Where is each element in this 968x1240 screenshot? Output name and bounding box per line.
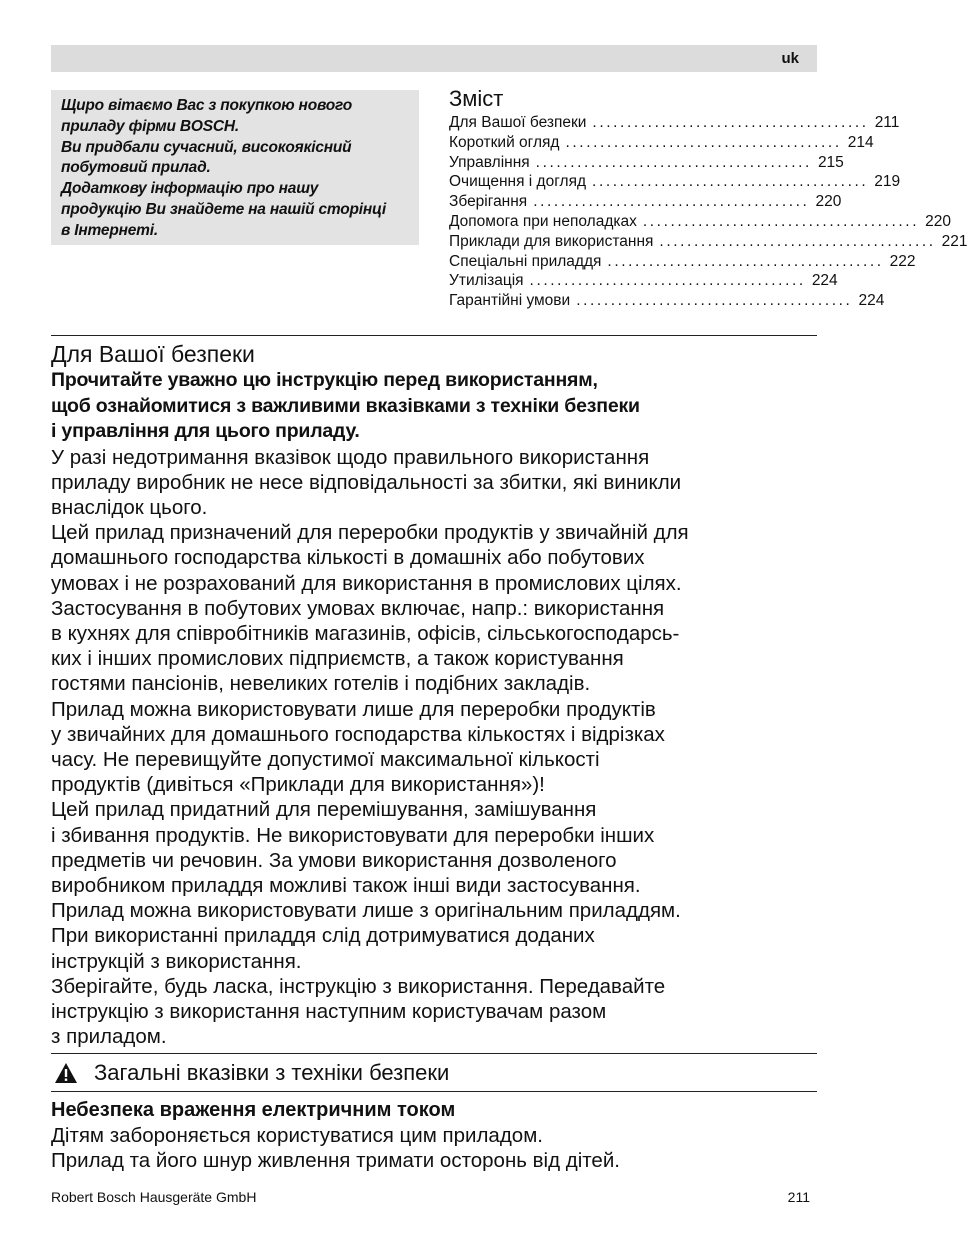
- body-line: часу. Не перевищуйте допустимої максимальної кількості: [51, 747, 600, 771]
- general-safety-heading: [51, 1058, 817, 1088]
- body-line: Зберігайте, будь ласка, інструкцію з використання. Передавайте: [51, 974, 666, 998]
- toc-entry-label: Приклади для використання: [449, 232, 654, 250]
- toc-entry[interactable]: [449, 212, 951, 232]
- toc-entry-page: 219: [874, 173, 901, 191]
- toc-entry-label: Зберігання: [449, 193, 528, 211]
- body-line: у звичайних для домашнього господарства кількостях і відрізках: [51, 722, 665, 746]
- body-line: Цей прилад придатний для перемішування, замішування: [51, 798, 597, 822]
- toc-leader-dots: ........................................: [659, 232, 936, 250]
- body-line: Прилад та його шнур живлення тримати осторонь від дітей.: [51, 1149, 620, 1173]
- toc-leader-dots: ........................................: [535, 153, 812, 171]
- toc-leader-dots: ........................................: [565, 133, 842, 151]
- warning-triangle-icon: [54, 1062, 78, 1084]
- toc-entry-label: Спеціальні приладдя: [449, 252, 602, 270]
- toc-entry-label: Утилізація: [449, 272, 524, 290]
- body-line: гостями пансіонів, невеликих готелів і подібних закладів.: [51, 672, 591, 696]
- body-line: ких і інших промислових підприємств, а також користування: [51, 647, 624, 671]
- toc-entry[interactable]: [449, 192, 842, 212]
- body-line: Цей прилад призначений для переробки продуктів у звичайній для: [51, 521, 689, 545]
- toc-leader-dots: ........................................: [529, 272, 806, 290]
- body-line: При використанні приладдя слід дотримуватися доданих: [51, 924, 595, 948]
- safety-section: [51, 340, 821, 1049]
- section-divider: [51, 1053, 817, 1054]
- electric-shock-section: [51, 1098, 821, 1173]
- section-title: Для Вашої безпеки: [51, 341, 255, 367]
- toc-entry[interactable]: [449, 252, 916, 272]
- body-line: умовах і не розрахований для використання в промислових цілях.: [51, 571, 682, 595]
- toc-entry-page: 211: [874, 114, 900, 131]
- welcome-box: [51, 90, 419, 245]
- toc-entry-label: Допомога при неполадках: [449, 212, 637, 230]
- toc-leader-dots: ........................................: [642, 212, 920, 230]
- welcome-line: Ви придбали сучасний, високоякісний: [61, 138, 352, 156]
- language-code: uk: [781, 50, 799, 67]
- intro-bold-line: і управління для цього приладу.: [51, 420, 360, 442]
- toc-leader-dots: ........................................: [533, 193, 810, 211]
- body-line: продуктів (дивіться «Приклади для використання»)!: [51, 773, 545, 797]
- welcome-line: побутовий прилад.: [61, 159, 211, 177]
- body-line: Прилад можна використовувати лише з оригінальним приладдям.: [51, 899, 681, 923]
- body-line: У разі недотримання вказівок щодо правильного використання: [51, 445, 650, 469]
- toc-entry-page: 220: [815, 193, 842, 211]
- body-line: з приладом.: [51, 1025, 167, 1049]
- body-line: Застосування в побутових умовах включає, напр.: використання: [51, 596, 665, 620]
- body-line: приладу виробник не несе відповідальності за збитки, які виникли: [51, 470, 682, 494]
- body-line: інструкцій з використання.: [51, 949, 302, 973]
- body-line: Прилад можна використовувати лише для переробки продуктів: [51, 697, 656, 721]
- toc-leader-dots: ........................................: [592, 114, 869, 131]
- toc-entry-label: Гарантійні умови: [449, 292, 571, 310]
- section-divider: [51, 335, 817, 336]
- toc-title: Зміст: [449, 86, 504, 111]
- toc-entry[interactable]: [449, 232, 968, 252]
- intro-bold-line: щоб ознайомитися з важливими вказівками з техніки безпеки: [51, 394, 640, 417]
- footer-company: Robert Bosch Hausgeräte GmbH: [51, 1189, 257, 1205]
- toc-entry-page: 214: [847, 133, 874, 151]
- welcome-line: Додаткову інформацію про нашу: [61, 180, 319, 198]
- toc-leader-dots: ........................................: [592, 173, 869, 191]
- toc-entry-page: 224: [811, 272, 838, 290]
- page-number: 211: [787, 1189, 810, 1205]
- body-line: виробником приладдя можливі також інші види застосування.: [51, 873, 641, 897]
- body-line: Дітям забороняється користуватися цим приладом.: [51, 1124, 543, 1147]
- general-safety-title: Загальні вказівки з техніки безпеки: [94, 1060, 450, 1085]
- welcome-line: продукцію Ви знайдете на нашій сторінці: [61, 200, 386, 218]
- toc-entry[interactable]: [449, 172, 901, 192]
- body-line: внаслідок цього.: [51, 495, 208, 519]
- toc-entry-page: 221: [941, 232, 968, 250]
- table-of-contents: [449, 86, 968, 311]
- toc-leader-dots: ........................................: [607, 252, 884, 270]
- body-line: домашнього господарства кількості в домашніх або побутових: [51, 546, 645, 570]
- toc-entry[interactable]: [449, 133, 874, 153]
- subsection-title: Небезпека враження електричним током: [51, 1099, 456, 1121]
- toc-entry-page: 215: [817, 153, 844, 171]
- intro-bold-line: Прочитайте уважно цю інструкцію перед використанням,: [51, 369, 598, 391]
- toc-entry[interactable]: [449, 153, 844, 173]
- body-line: і збивання продуктів. Не використовувати для переробки інших: [51, 823, 655, 847]
- welcome-line: Щиро вітаємо Вас з покупкою нового: [61, 97, 352, 114]
- welcome-line: приладу фірми BOSCH.: [61, 117, 239, 135]
- body-line: інструкцію з використання наступним користувачам разом: [51, 999, 607, 1023]
- toc-entry[interactable]: [449, 113, 900, 133]
- toc-entry-page: 222: [889, 252, 916, 270]
- toc-entry[interactable]: [449, 271, 838, 291]
- toc-entry[interactable]: [449, 291, 885, 311]
- toc-entry-label: Управління: [449, 153, 530, 171]
- body-line: в кухнях для співробітників магазинів, офісів, сільськогосподарсь-: [51, 621, 680, 645]
- toc-entry-page: 224: [858, 292, 885, 310]
- toc-leader-dots: ........................................: [576, 292, 853, 310]
- toc-entry-page: 220: [925, 212, 951, 230]
- toc-entry-label: Для Вашої безпеки: [449, 114, 587, 131]
- section-divider: [51, 1091, 817, 1092]
- language-bar: [51, 45, 817, 72]
- toc-entry-label: Короткий огляд: [449, 133, 560, 151]
- toc-entry-label: Очищення і догляд: [449, 173, 587, 191]
- welcome-line: в Інтернеті.: [61, 221, 158, 239]
- body-line: предметів чи речовин. За умови використання дозволеного: [51, 848, 617, 872]
